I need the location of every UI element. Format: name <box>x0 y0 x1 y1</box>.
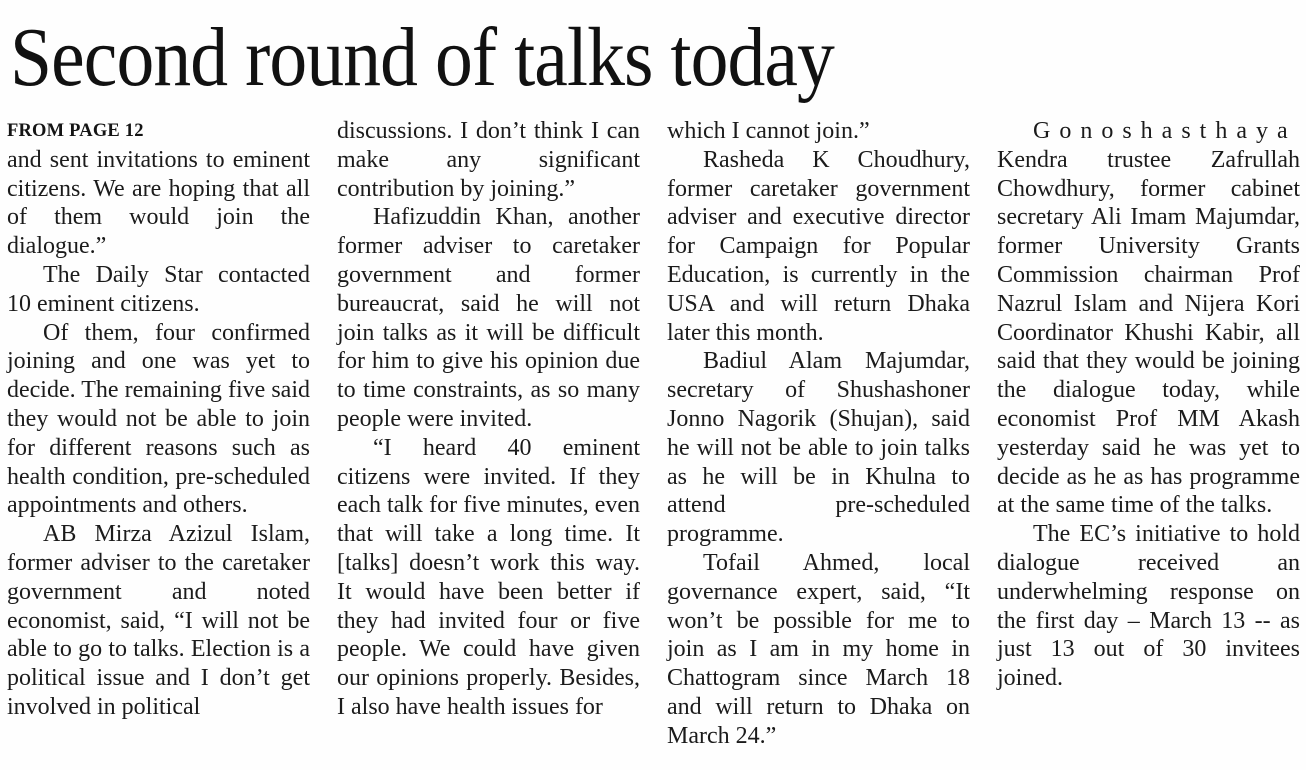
paragraph: The EC’s initiative to hold dialogue received an underwhelming response on the first day – March 13 -- as just 13 out of 30 invitees joined. <box>997 521 1300 692</box>
article-headline: Second round of talks today <box>10 11 834 104</box>
column-2 <box>337 117 640 751</box>
letter-spaced-word: Gonoshasthaya <box>1033 118 1297 144</box>
paragraph: and sent invitations to eminent citizens. We are hoping that all of them would join the dialogue.” <box>7 146 310 260</box>
paragraph: Hafizuddin Khan, another former adviser to caretaker government and former bureaucrat, said he will not join talks as it will be difficult for him to give his opinion due to time constraints, as so many people were invited. <box>337 204 640 432</box>
column-1 <box>7 117 310 751</box>
paragraph: Badiul Alam Majumdar, secretary of Shushashoner Jonno Nagorik (Shujan), said he will not be able to join talks as he will be in Khulna to attend pre-scheduled programme. <box>667 348 970 548</box>
column-4 <box>997 117 1300 751</box>
paragraph: discussions. I don’t think I can make any significant contribution by joining.” <box>337 118 640 202</box>
paragraph <box>997 117 1300 520</box>
article-body <box>0 117 1306 751</box>
paragraph: Rasheda K Choudhury, former caretaker government adviser and executive director for Campaign for Popular Education, is currently in the USA and will return Dhaka later this month. <box>667 146 970 346</box>
paragraph: The Daily Star contacted 10 eminent citizens. <box>7 261 310 317</box>
paragraph: which I cannot join.” <box>667 118 870 144</box>
column-3 <box>667 117 970 751</box>
paragraph: “I heard 40 eminent citizens were invited. If they each talk for five minutes, even that will take a long time. It [talks] doesn’t work this way. It would have been better if they had invited four or five people. We could have given our opinions properly. Besides, I also have health issues for <box>337 434 640 720</box>
from-page-kicker: FROM PAGE 12 <box>7 121 144 141</box>
paragraph-continuation: Kendra trustee Zafrullah Chowdhury, former cabinet secretary Ali Imam Majumdar, former University Grants Commission chairman Prof Nazrul Islam and Nijera Kori Coordinator Khushi Kabir, all said that they would be joining the dialogue today, while economist Prof MM Akash yesterday said he was yet to decide as he as has programme at the same time of the talks. <box>997 146 1300 519</box>
paragraph: Of them, four confirmed joining and one was yet to decide. The remaining five said they would not be able to join for different reasons such as health condition, pre-scheduled appointments and others. <box>7 319 310 519</box>
paragraph: Tofail Ahmed, local governance expert, said, “It won’t be possible for me to join as I am in my home in Chattogram since March 18 and will return to Dhaka on March 24.” <box>667 549 970 749</box>
paragraph: AB Mirza Azizul Islam, former adviser to the caretaker government and noted economist, said, “I will not be able to go to talks. Election is a political issue and I don’t get involved in political <box>7 521 310 720</box>
